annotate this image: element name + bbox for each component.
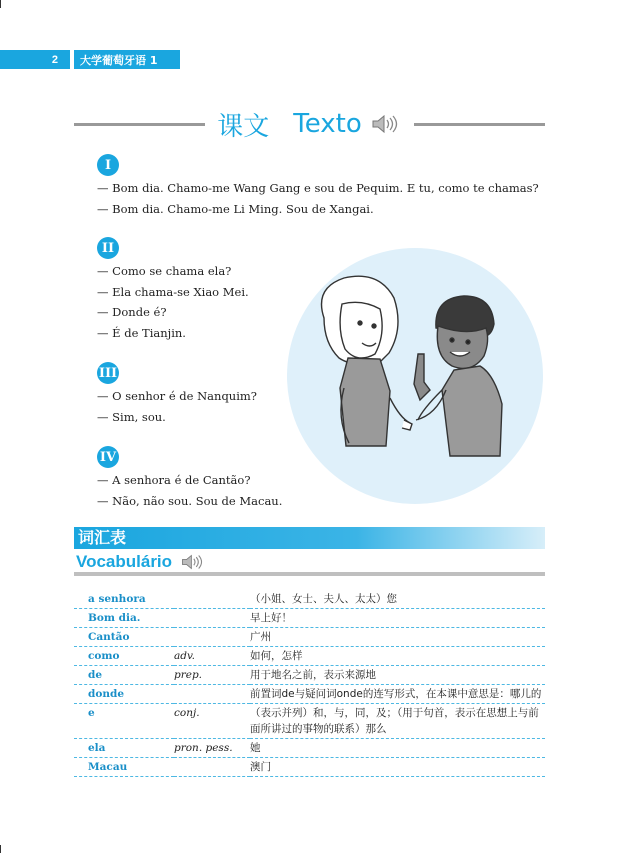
vocabulary-banner [74,527,545,549]
vocab-word: donde [74,685,174,704]
vocab-pos: adv. [174,647,250,666]
section-title-pt: Texto [293,109,362,139]
dialogue-4 [97,446,282,511]
dialogue-number-badge: II [97,237,119,259]
table-row [74,647,545,666]
dialogue-line: — Donde é? [97,305,167,319]
vocab-pos: pron. pess. [174,739,250,758]
heading-rule-left [74,123,205,126]
vocab-pos [174,758,250,777]
vocab-pos [174,609,250,628]
vocab-word: Bom dia. [74,609,174,628]
vocabulary-title-pt: Vocabulário [76,552,173,571]
vocab-meaning: 如何，怎样 [250,647,545,666]
section-title [217,106,402,143]
dialogue-line: — A senhora é de Cantão? [97,473,251,487]
vocabulary-title-zh: 词汇表 [78,528,127,547]
book-title: 大学葡萄牙语 1 [74,50,180,69]
dialogue-3 [97,362,257,427]
crop-mark-top [0,0,1,8]
dialogue-line: — Como se chama ela? [97,264,232,278]
dialogue-number-badge: I [97,154,119,176]
vocab-word: e [74,704,174,739]
dialogue-line: — Não, não sou. Sou de Macau. [97,493,283,508]
dialogue-line: — Sim, sou. [97,409,166,424]
dialogue-line: — Bom dia. Chamo-me Wang Gang e sou de Pequim. E tu, como te chamas? [97,181,539,195]
vocab-meaning: 广州 [250,628,545,647]
heading-rule-right [414,123,545,126]
section-heading [74,104,545,144]
page-header [0,50,180,69]
table-row [74,666,545,685]
vocab-pos [174,590,250,609]
vocab-meaning: 她 [250,739,545,758]
dialogue-line: — É de Tianjin. [97,325,186,340]
vocab-pos: conj. [174,704,250,739]
vocab-meaning: 澳门 [250,758,545,777]
dialogue-line: — Bom dia. Chamo-me Li Ming. Sou de Xangai. [97,201,374,216]
vocab-meaning: 用于地名之前，表示来源地 [250,666,545,685]
vocab-word: Macau [74,758,174,777]
vocab-word: como [74,647,174,666]
vocabulary-rule [74,572,545,576]
vocabulary-subtitle [76,552,206,572]
vocab-pos: prep. [174,666,250,685]
dialogue-line: — O senhor é de Nanquim? [97,389,257,403]
table-row [74,609,545,628]
vocab-word: ela [74,739,174,758]
vocab-pos [174,685,250,704]
vocab-meaning: （表示并列）和，与，同，及；（用于句首，表示在思想上与前面所讲过的事物的联系）那么 [250,704,545,739]
vocabulary-table [74,590,545,777]
table-row [74,685,545,704]
vocab-meaning: 早上好！ [250,609,545,628]
vocab-word: Cantão [74,628,174,647]
vocab-word: a senhora [74,590,174,609]
section-title-zh: 课文 [217,111,270,142]
dialogue-line: — Ela chama-se Xiao Mei. [97,284,249,299]
vocab-word: de [74,666,174,685]
vocab-pos [174,628,250,647]
dialogue-2 [97,237,249,343]
dialogue-1 [97,154,539,219]
table-row [74,739,545,758]
table-row [74,704,545,739]
table-row [74,758,545,777]
dialogue-number-badge: III [97,362,119,384]
vocab-meaning: 前置词de与疑问词onde的连写形式，在本课中意思是：哪儿的 [250,685,545,704]
crop-mark-bottom [0,845,1,853]
table-row [74,590,545,609]
vocab-meaning: （小姐、女士、夫人、太太）您 [250,590,545,609]
speaker-icon[interactable] [370,113,402,135]
dialogue-number-badge: IV [97,446,119,468]
table-row [74,628,545,647]
conversation-illustration [286,248,544,504]
page-number: 2 [0,50,70,69]
speaker-icon[interactable] [180,553,206,571]
